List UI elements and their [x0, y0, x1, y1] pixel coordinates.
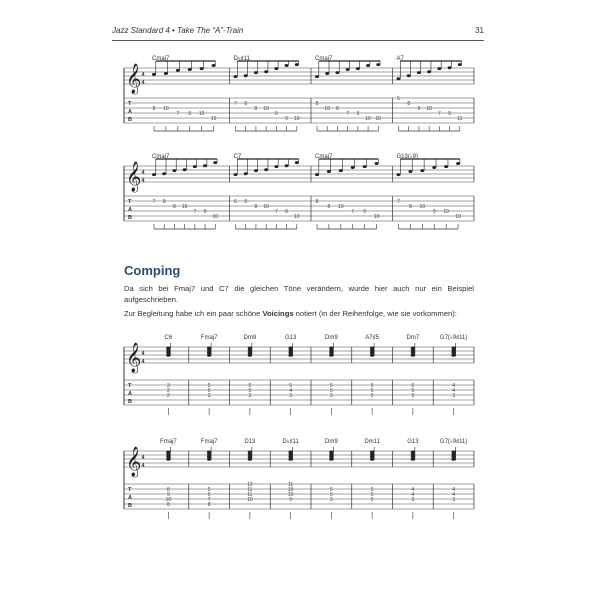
- tab-letter-b: B: [128, 117, 132, 123]
- tab-fret-number: 10: [163, 106, 169, 112]
- tab-fret-number: 10: [294, 116, 300, 122]
- tab-fret-number: 7: [193, 209, 197, 215]
- tab-fret-number: 7: [207, 497, 211, 503]
- tab-fret-number: 2: [166, 388, 170, 394]
- note-head: [274, 165, 278, 168]
- chord-symbol: G7(♭9♯11): [439, 439, 468, 445]
- tab-fret-number: 11: [457, 116, 463, 122]
- note-head: [274, 67, 278, 70]
- chord-note-head: [370, 354, 374, 357]
- chord-note-head: [370, 458, 374, 461]
- chord-note-head: [166, 354, 170, 357]
- tab-fret-number: 4: [289, 388, 293, 394]
- note-head: [162, 172, 166, 175]
- paragraph-2-bold: Voicings: [262, 309, 294, 318]
- tab-fret-number: 3: [329, 393, 333, 399]
- chord-symbol: Dm7: [406, 335, 420, 341]
- chord-symbol: Cmaj7: [152, 56, 170, 62]
- chord-symbol: Fmaj7: [200, 439, 218, 445]
- tab-fret-number: 8: [336, 106, 339, 112]
- tab-fret-number: 5: [329, 383, 333, 389]
- note-head: [244, 74, 248, 77]
- note-head: [152, 173, 156, 176]
- note-head: [152, 73, 156, 76]
- chord-symbol: Fmaj7: [160, 439, 177, 445]
- tab-fret-number: 10: [455, 214, 461, 220]
- tab-fret-number: 10: [287, 492, 294, 498]
- tab-letter-t: T: [128, 101, 132, 107]
- note-head: [244, 172, 248, 175]
- chord-note-head: [207, 458, 211, 461]
- tab-letter-t: T: [128, 383, 132, 389]
- note-head: [176, 69, 180, 72]
- time-signature-top: 4: [141, 351, 145, 357]
- chord-symbol: G13: [284, 335, 297, 341]
- note-head: [356, 67, 360, 70]
- tab-fret-number: 5: [207, 487, 211, 493]
- chord-symbol: Dm11: [364, 439, 380, 445]
- note-head: [335, 71, 339, 74]
- tab-fret-number: 7: [234, 101, 237, 107]
- note-head: [295, 63, 299, 66]
- note-head: [264, 168, 268, 171]
- tab-fret-number: 9: [356, 111, 360, 117]
- chord-note-head: [288, 458, 292, 461]
- tab-fret-number: 8: [152, 106, 156, 112]
- tab-fret-number: 5: [207, 492, 211, 498]
- note-head: [315, 75, 319, 78]
- note-head: [346, 68, 350, 71]
- tab-letter-t: T: [128, 487, 132, 493]
- tab-fret-number: 7: [176, 111, 180, 117]
- tab-fret-number: 9: [188, 111, 192, 117]
- tab-fret-number: 9: [289, 497, 293, 503]
- tab-fret-number: 7: [346, 111, 350, 117]
- note-head: [254, 169, 258, 172]
- tab-fret-number: 10: [247, 497, 253, 503]
- tab-fret-number: 7: [152, 199, 156, 205]
- chord-note-head: [411, 354, 415, 357]
- note-head: [376, 63, 380, 66]
- tab-fret-number: 5: [329, 388, 333, 394]
- tab-fret-number: 10: [365, 116, 371, 122]
- note-head: [444, 165, 448, 168]
- note-head: [363, 165, 367, 168]
- chord-note-head: [451, 458, 455, 461]
- tab-fret-number: 10: [294, 214, 300, 220]
- tab-fret-number: 8: [254, 204, 258, 210]
- note-head: [366, 64, 370, 67]
- tab-fret-number: 8: [409, 204, 412, 210]
- tab-fret-number: 5: [329, 492, 333, 498]
- tab-fret-number: 3: [452, 497, 456, 503]
- header-title: Jazz Standard 4 • Take The “A”-Train: [112, 26, 244, 35]
- note-head: [285, 164, 289, 167]
- tab-fret-number: 9: [274, 111, 278, 117]
- tab-fret-number: 5: [207, 388, 211, 394]
- tab-fret-number: 12: [247, 482, 253, 488]
- treble-clef-icon: 𝄞: [126, 343, 142, 373]
- tab-fret-number: 3: [289, 393, 293, 399]
- chord-note-head: [207, 354, 211, 357]
- chord-symbol: Cmaj7: [315, 56, 333, 62]
- tab-fret-number: 10: [373, 214, 380, 220]
- time-signature-bottom: 4: [141, 178, 145, 184]
- tab-fret-number: 3: [166, 383, 170, 389]
- chord-symbol: G13(♭9): [396, 154, 419, 160]
- tab-fret-number: 7: [437, 111, 441, 117]
- time-signature-bottom: 4: [141, 80, 145, 86]
- tab-fret-number: 5: [370, 393, 374, 399]
- tab-fret-number: 5: [370, 497, 374, 503]
- tab-fret-number: 5: [370, 492, 374, 498]
- note-head: [327, 170, 331, 173]
- tab-fret-number: 10: [165, 497, 172, 503]
- note-head: [448, 66, 452, 69]
- chord-symbol: Dm9: [325, 335, 338, 341]
- tab-fret-number: 6: [234, 199, 237, 205]
- chord-symbol: A7: [396, 56, 404, 62]
- note-head: [437, 67, 441, 70]
- note-head: [397, 173, 401, 176]
- chord-note-head: [329, 458, 333, 461]
- tab-fret-number: 5: [411, 388, 415, 394]
- chord-symbol: D13: [244, 439, 256, 445]
- tab-fret-number: 7: [274, 209, 278, 215]
- tab-fret-number: 5: [411, 393, 415, 399]
- treble-clef-icon: 𝄞: [126, 64, 142, 94]
- time-signature-top: 4: [141, 170, 145, 176]
- note-head: [212, 64, 216, 67]
- tab-fret-number: 10: [263, 204, 269, 210]
- chord-symbol: C7: [233, 154, 242, 160]
- tab-fret-number: 10: [426, 106, 432, 112]
- tab-fret-number: 9: [448, 111, 451, 117]
- note-head: [254, 71, 258, 74]
- chord-symbol: G13: [407, 439, 419, 445]
- tab-fret-number: 8: [166, 502, 170, 508]
- note-head: [417, 71, 421, 74]
- tab-letter-a: A: [128, 495, 132, 501]
- tab-fret-number: 6: [370, 383, 374, 389]
- tab-fret-number: 8: [162, 199, 166, 205]
- tab-fret-number: 4: [452, 492, 456, 498]
- tab-fret-number: 4: [452, 487, 456, 493]
- tab-letter-b: B: [128, 215, 132, 221]
- tab-fret-number: 4: [411, 492, 415, 498]
- tab-fret-number: 9: [432, 209, 436, 215]
- note-head: [408, 170, 412, 173]
- tab-letter-a: A: [128, 207, 132, 213]
- note-head: [407, 74, 411, 77]
- note-head: [375, 162, 379, 165]
- tab-fret-number: 8: [207, 502, 211, 508]
- note-head: [339, 169, 343, 172]
- tab-fret-number: 8: [166, 487, 170, 493]
- paragraph-2: [124, 308, 474, 319]
- tab-fret-number: 5: [397, 96, 400, 102]
- tab-fret-number: 10: [338, 204, 344, 210]
- chord-symbol: Cmaj7: [315, 154, 333, 160]
- tab-fret-number: 5: [289, 383, 293, 389]
- tab-fret-number: 11: [247, 487, 253, 493]
- treble-clef-icon: 𝄞: [126, 162, 142, 192]
- time-signature-top: 4: [141, 455, 145, 461]
- tab-fret-number: 7: [351, 209, 355, 215]
- note-head: [432, 166, 436, 169]
- tab-fret-number: 10: [287, 487, 294, 493]
- tab-fret-number: 10: [181, 204, 188, 210]
- chord-symbol: G7(♭9♯11): [439, 335, 468, 341]
- tab-fret-number: 3: [329, 497, 333, 503]
- tab-fret-number: 4: [452, 388, 456, 394]
- section-heading: Comping: [124, 263, 181, 278]
- time-signature-bottom: 4: [141, 463, 145, 469]
- tab-fret-number: 8: [285, 209, 288, 215]
- page-number: 31: [475, 26, 484, 35]
- tab-fret-number: 8: [327, 204, 331, 210]
- tab-fret-number: 9: [285, 116, 288, 122]
- tab-fret-number: 3: [411, 497, 415, 503]
- tab-fret-number: 10: [443, 209, 449, 215]
- chord-note-head: [248, 458, 252, 461]
- tab-fret-number: 3: [452, 393, 456, 399]
- note-head: [397, 77, 401, 80]
- tab-fret-number: 4: [411, 487, 415, 493]
- chord-symbol: Cmaj7: [152, 154, 170, 160]
- paragraph-2-text-a: Zur Begleitung habe ich ein paar schöne: [124, 309, 263, 318]
- tab-fret-number: 8: [254, 106, 258, 112]
- chord-symbol: C6: [164, 335, 173, 341]
- chord-note-head: [411, 458, 415, 461]
- chord-symbol: Dm9: [325, 439, 338, 445]
- tab-letter-b: B: [128, 503, 132, 509]
- chord-symbol: D♭♯11: [233, 56, 250, 62]
- chord-note-head: [451, 354, 455, 357]
- tab-fret-number: 8: [244, 199, 248, 205]
- tab-letter-b: B: [128, 399, 132, 405]
- tab-fret-number: 9: [203, 209, 207, 215]
- chord-note-head: [166, 458, 170, 461]
- tab-fret-number: 8: [173, 204, 176, 210]
- chord-note-head: [288, 354, 292, 357]
- tab-fret-number: 11: [288, 482, 294, 488]
- chord-symbol: A7♯5: [365, 335, 379, 341]
- note-head: [234, 173, 238, 176]
- tab-fret-number: 5: [248, 388, 252, 394]
- tab-fret-number: 10: [263, 106, 269, 112]
- note-head: [285, 64, 289, 67]
- note-head: [315, 173, 319, 176]
- note-head: [427, 70, 431, 73]
- tab-fret-number: 10: [212, 214, 219, 220]
- tab-fret-number: 10: [210, 116, 217, 122]
- tab-fret-number: 3: [248, 393, 252, 399]
- note-head: [183, 168, 187, 171]
- chord-symbol: Fmaj7: [200, 335, 218, 341]
- tab-fret-number: 10: [375, 116, 382, 122]
- note-head: [295, 161, 299, 164]
- note-head: [234, 75, 238, 78]
- note-head: [325, 72, 329, 75]
- time-signature-top: 4: [141, 72, 145, 78]
- tab-fret-number: 5: [207, 383, 211, 389]
- chord-symbol: D♭♯11: [282, 439, 299, 445]
- tab-fret-number: 3: [207, 393, 211, 399]
- tab-fret-number: 8: [407, 101, 411, 107]
- tab-fret-number: 10: [324, 106, 330, 112]
- tab-letter-a: A: [128, 391, 132, 397]
- note-head: [420, 169, 424, 172]
- tab-fret-number: 10: [419, 204, 426, 210]
- tab-fret-number: 6: [370, 388, 374, 394]
- tab-fret-number: 9: [363, 209, 367, 215]
- tab-letter-t: T: [128, 199, 132, 205]
- tab-fret-number: 8: [244, 101, 248, 107]
- note-head: [193, 165, 197, 168]
- treble-clef-icon: 𝄞: [126, 447, 142, 477]
- tab-fret-number: 8: [315, 199, 319, 205]
- paragraph-1: Da sich bei Fmaj7 und C7 die gleichen Töne verändern, wurde hier auch nur ein Beispiel aufgeschrieben.: [124, 284, 474, 304]
- chord-symbol: Dm9: [243, 335, 257, 341]
- tab-fret-number: 4: [452, 383, 456, 389]
- chord-note-head: [248, 354, 252, 357]
- note-head: [456, 162, 460, 165]
- tab-fret-number: 2: [166, 393, 170, 399]
- chord-note-head: [329, 354, 333, 357]
- tab-fret-number: 5: [248, 383, 252, 389]
- note-head: [203, 164, 207, 167]
- tab-fret-number: 11: [247, 492, 253, 498]
- tab-fret-number: 7: [397, 199, 400, 205]
- tab-fret-number: 9: [166, 492, 170, 498]
- tab-fret-number: 6: [411, 383, 415, 389]
- note-head: [264, 70, 268, 73]
- note-head: [213, 161, 217, 164]
- tab-fret-number: 5: [329, 487, 333, 493]
- note-head: [351, 166, 355, 169]
- tab-fret-number: 8: [315, 101, 319, 107]
- paragraph-2-text-b: notiert (in der Reihenfolge, wie sie vorkommen):: [293, 309, 457, 318]
- tab-fret-number: 10: [198, 111, 205, 117]
- note-head: [172, 169, 176, 172]
- note-head: [188, 68, 192, 71]
- tab-fret-number: 5: [370, 487, 374, 493]
- tab-letter-a: A: [128, 109, 132, 115]
- tab-fret-number: 9: [417, 106, 421, 112]
- time-signature-bottom: 4: [141, 359, 145, 365]
- note-head: [164, 72, 168, 75]
- note-head: [200, 67, 204, 70]
- note-head: [458, 63, 462, 66]
